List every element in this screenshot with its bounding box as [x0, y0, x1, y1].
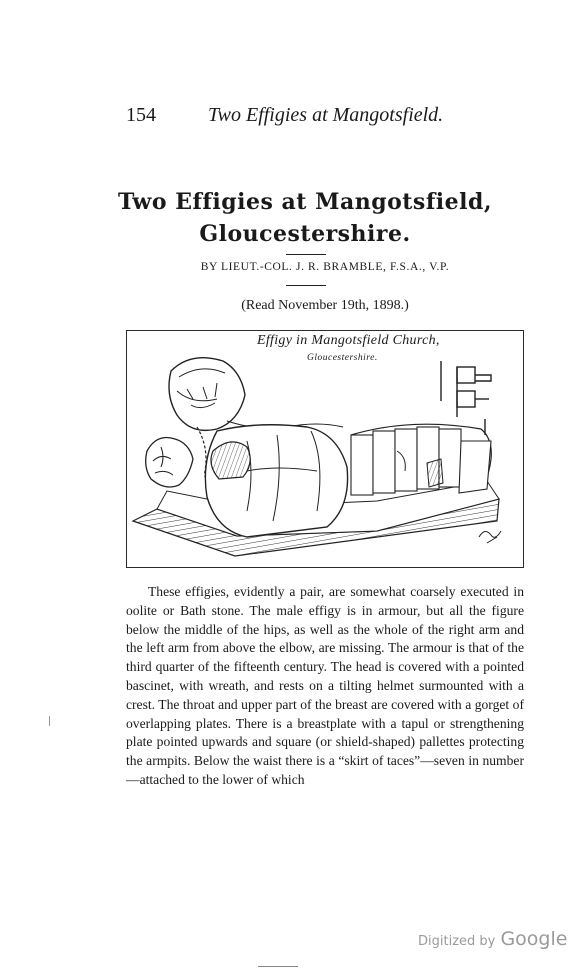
article-title-line-2: Gloucestershire.: [199, 221, 411, 247]
artist-signature: [479, 531, 501, 543]
digitized-watermark: [418, 928, 567, 950]
page-number: 154: [126, 104, 156, 126]
taces: [351, 427, 461, 495]
crest: [146, 438, 193, 488]
body-paragraph: These effigies, evidently a pair, are somewhat coarsely executed in oolite or Bath stone. The male effigy is in armour, but all the figure below the middle of the hips, as well as the whole of the right arm and the left arm from above the elbow, are missing. The armour is that of the third quarter of the fifteenth century. The head is covered with a pointed bascinet, with wreath, and rests on a tilting helmet surmounted with a crest. The throat and upper part of the breast are covered with a gorget of overlapping plates. There is a breastplate with a tapul or strengthening plate pointed upwards and square (or shield-shaped) pallettes protecting the armpits. Below the waist there is a “skirt of taces”—seven in number—attached to the lower of which: [126, 584, 524, 787]
detail-sketch: [441, 361, 491, 435]
effigy-illustration: [126, 330, 524, 568]
margin-mark: [49, 716, 50, 726]
page-bottom-mark: [258, 966, 298, 967]
title-rule: [286, 254, 326, 255]
article-title: [100, 186, 510, 250]
body-text: [126, 583, 524, 790]
byline: BY LIEUT.-COL. J. R. BRAMBLE, F.S.A., V.P.: [200, 261, 450, 273]
effigy-drawing: [127, 331, 525, 569]
byline-rule: [286, 285, 326, 286]
article-title-line-1: Two Effigies at Mangotsfield,: [117, 189, 493, 215]
read-note: (Read November 19th, 1898.): [241, 298, 409, 313]
figure-caption: Effigy in Mangotsfield Church,: [257, 333, 440, 348]
google-logo: Google: [500, 928, 568, 950]
watermark-prefix: Digitized by: [418, 934, 496, 949]
breastplate: [205, 425, 347, 537]
running-title: Two Effigies at Mangotsfield.: [208, 104, 444, 126]
figure-subcaption: Gloucestershire.: [307, 353, 378, 363]
pallette: [211, 442, 250, 479]
